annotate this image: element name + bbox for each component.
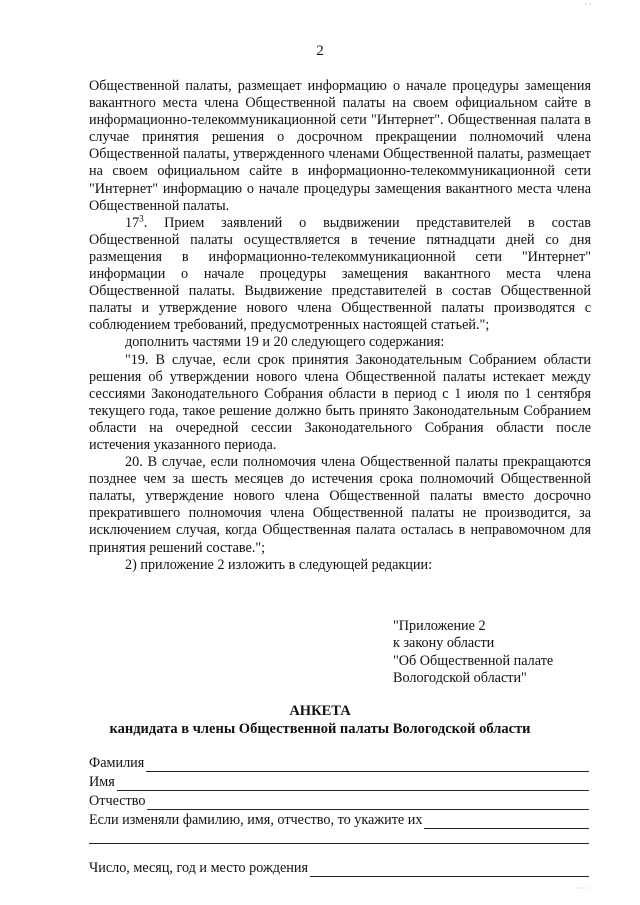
patronymic-label: Отчество <box>89 793 146 809</box>
paragraph-number: 17 <box>125 214 140 231</box>
paragraph-number-superscript: 3 <box>139 213 144 224</box>
patronymic-row <box>89 791 589 810</box>
birth-row <box>89 858 589 877</box>
name-label: Имя <box>89 774 115 790</box>
surname-field-line <box>146 756 589 772</box>
paragraph-continuation: Общественной палаты, размещает информацию о начале процедуры замещения вакантного места члена Общественной палаты на своем официальном сайте в информационно-телекоммуникационной сети "Интернет". Общественная палата в случае принятия решения о досрочном прекращении полномочий члена Общественной палаты, утвержденного членами Общественной палаты, размещает на своем официальном сайте в информационно-телекоммуникационной сети "Интернет" информацию о начале процедуры замещения вакантного места члена Общественной палаты. <box>89 78 591 214</box>
paragraph-appendix-2: 2) приложение 2 изложить в следующей редакции: <box>125 556 433 573</box>
appendix-note-line-2: к закону области <box>393 635 495 652</box>
document-body <box>89 78 591 574</box>
paragraph-part-20: 20. В случае, если полномочия члена Общественной палаты прекращаются позднее чем за шесть месяцев до истечения срока полномочий Общественной палаты, утверждение нового члена Общественной палаты вместо досрочно прекратившего полномочия члена Общественной палаты не производится, за исключением случая, когда Общественная палата осталась в неправомочном для принятия решений составе."; <box>89 454 591 556</box>
appendix-note-line-3: "Об Общественной палате <box>393 652 554 669</box>
name-change-label: Если изменяли фамилию, имя, отчество, то укажите их <box>89 812 423 828</box>
name-field-line <box>117 775 589 791</box>
paragraph-17-3-text: . Прием заявлений о выдвижении представителей в состав Общественной палаты осуществляется в течение пятнадцати дней со дня размещения в информационно-телекоммуникационной сети "Интернет" информации о начале процедуры замещения вакантного места члена Общественной палаты. Выдвижение представителей в состав Общественной палаты и утверждение нового члена Общественной палаты производятся с соблюдением требований, предусмотренных настоящей статьей."; <box>89 214 591 334</box>
paragraph-part-19: "19. В случае, если срок принятия Законодательным Собранием области решения об утверждении нового члена Общественной палаты истекает между сессиями Законодательного Собрания области в период с 1 июля по 1 сентября текущего года, такое решение должно быть принято Законодательным Собранием области на очередной сессии Законодательного Собрания области после истечения указанного периода. <box>89 351 591 453</box>
scan-corner-mark: · · <box>584 0 592 9</box>
paragraph-amend-parts: дополнить частями 19 и 20 следующего содержания: <box>125 334 445 351</box>
name-change-row <box>89 810 589 829</box>
birth-label: Число, месяц, год и место рождения <box>89 860 309 876</box>
form-spacer <box>89 844 589 858</box>
questionnaire-form <box>89 753 589 877</box>
surname-label: Фамилия <box>89 755 145 771</box>
form-heading <box>0 702 640 738</box>
appendix-note-line-4: Вологодской области" <box>393 670 527 687</box>
surname-row <box>89 753 589 772</box>
name-change-extra-line <box>89 829 589 844</box>
scan-bottom-mark: · · · <box>576 884 588 893</box>
name-row <box>89 772 589 791</box>
form-subtitle: кандидата в члены Общественной палаты Вологодской области <box>109 721 531 737</box>
birth-field-line <box>310 861 589 877</box>
page-number: 2 <box>316 43 324 59</box>
appendix-note <box>393 618 603 688</box>
appendix-note-line-1: "Приложение 2 <box>393 618 486 634</box>
paragraph-17-3 <box>89 215 591 335</box>
name-change-field-line <box>424 813 589 829</box>
patronymic-field-line <box>147 794 589 810</box>
form-title: АНКЕТА <box>289 703 351 719</box>
